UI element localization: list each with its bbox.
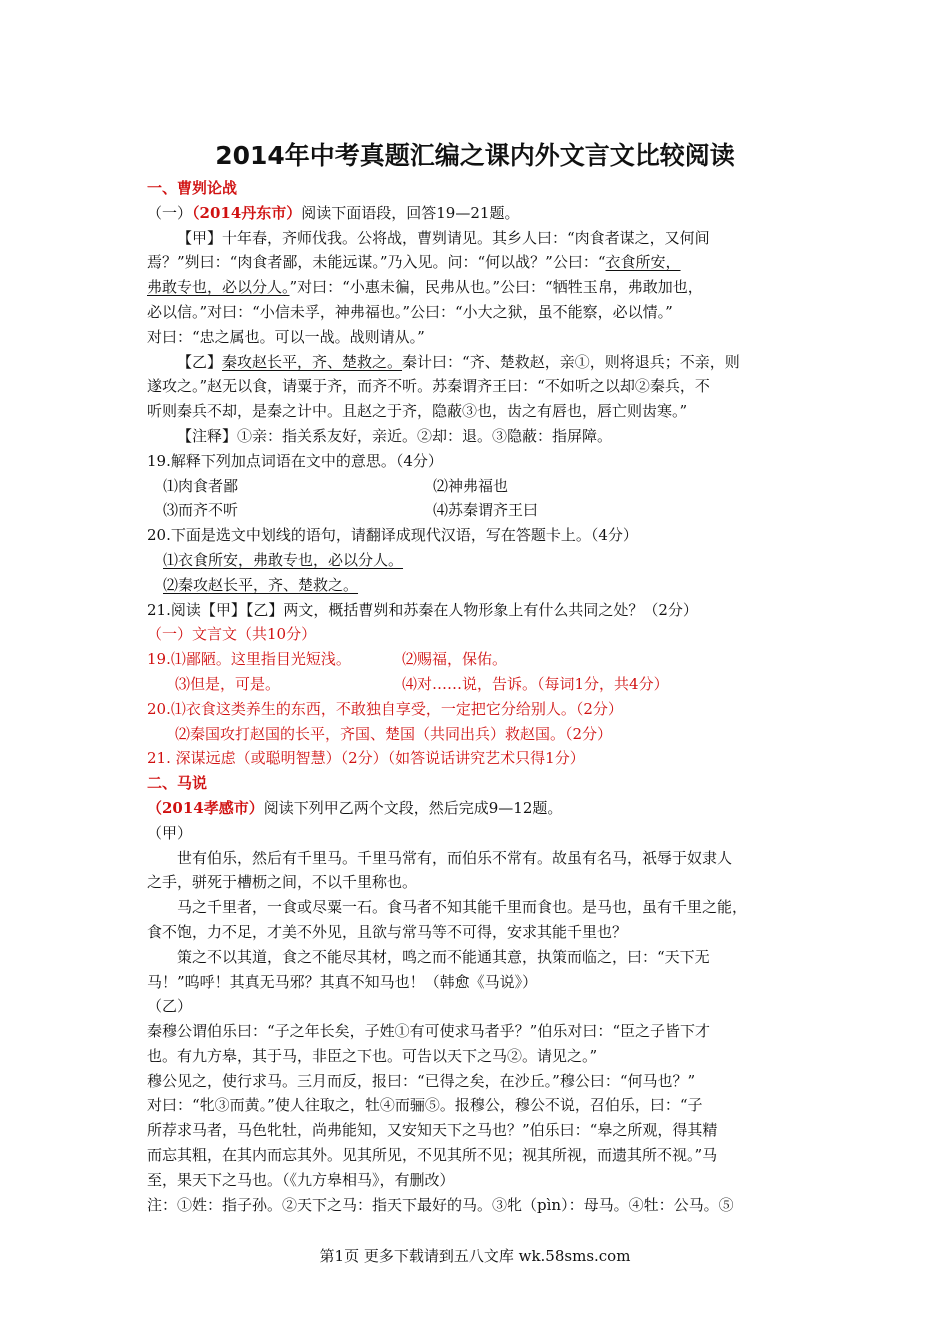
q20-item-2 — [147, 573, 815, 598]
jia-text-1: 十年春，齐师伐我。公将战，曹刿请见。其乡人曰：“肉食者谋之，又何间 — [222, 228, 710, 247]
jfg-line-7: 至，果天下之马也。（《九方皋相马》，有删改） — [147, 1170, 455, 1189]
jfg-line-3: 穆公见之，使行求马。三月而反，报曰：“已得之矣，在沙丘。”穆公曰：“何马也？” — [147, 1071, 696, 1090]
section2-yi-label: （乙） — [147, 997, 193, 1016]
q20-item-2-text: ⑵秦攻赵长平，齐、楚救之。 — [163, 575, 359, 594]
answer-20-1: 20.⑴衣食这类养生的东西，不敢独自享受，一定把它分给别人。（2分） — [147, 699, 623, 718]
page-title: 2014年中考真题汇编之课内外文言文比较阅读 — [215, 141, 735, 170]
yi-label: 【乙】 — [177, 352, 223, 371]
q19-item-4: ⑷苏秦谓齐王曰 — [433, 501, 539, 520]
intro-prefix: （一） — [147, 203, 193, 222]
q19-row-1 — [147, 474, 815, 499]
mashuo-line-1: 世有伯乐，然后有千里马。千里马常有，而伯乐不常有。故虽有名马，祇辱于奴隶人 — [177, 848, 733, 867]
jia-label: 【甲】 — [177, 228, 223, 247]
jia-line-2 — [147, 250, 815, 275]
answer-19-row-1 — [147, 647, 815, 672]
jfg-note: 注：①姓：指子孙。②天下之马：指天下最好的马。③牝（pìn）：母马。④牡：公马。⑤ — [147, 1195, 734, 1214]
section-heading-1: 一、曹刿论战 — [147, 179, 238, 197]
yi-underline: 秦攻赵长平，齐、楚救之。 — [222, 352, 403, 371]
jia-underline-2: 弗敢专也，必以分人。 — [147, 278, 290, 297]
jia-line-5: 对曰：“忠之属也。可以一战。战则请从。” — [147, 327, 425, 346]
jfg-line-5: 所荐求马者，马色牝牡，尚弗能知，又安知天下之马也？”伯乐曰：“皋之所观，得其精 — [147, 1121, 718, 1140]
q19-item-1: ⑴肉食者鄙 — [163, 476, 239, 495]
jfg-line-4: 对曰：“牝③而黄。”使人往取之，牡④而骊⑤。报穆公，穆公不说，召伯乐，曰：“子 — [147, 1096, 703, 1115]
section2-intro-text: 阅读下列甲乙两个文段，然后完成9—12题。 — [263, 798, 563, 817]
jia-line-1 — [147, 226, 815, 251]
mashuo-line-4: 食不饱，力不足，才美不外见，且欲与常马等不可得，安求其能千里也？ — [147, 922, 628, 941]
q19-item-3: ⑶而齐不听 — [163, 501, 239, 520]
answer-19-3: ⑶但是，可是。 — [175, 674, 281, 693]
mashuo-line-2: 之手，骈死于槽枥之间，不以千里称也。 — [147, 873, 418, 892]
section-heading-2: 二、马说 — [147, 774, 208, 793]
jia-line-4: 必以信。”对曰：“小信未孚，神弗福也。”公曰：“小大之狱，虽不能察，必以情。” — [147, 302, 673, 321]
q20-item-1-text: ⑴衣食所安，弗敢专也，必以分人。 — [163, 550, 404, 569]
mashuo-line-6: 马！”呜呼！其真无马邪？其真不知马也！（韩愈《马说》） — [147, 972, 538, 991]
section1-intro — [147, 201, 815, 226]
answer-19-1: 19.⑴鄙陋。这里指目光短浅。 — [147, 650, 351, 669]
question-21: 21.阅读【甲】【乙】两文，概括曹刿和苏秦在人物形象上有什么共同之处？（2分） — [147, 600, 698, 619]
answer-20-2: ⑵秦国攻打赵国的长平，齐国、楚国（共同出兵）救赵国。（2分） — [175, 724, 613, 743]
q19-item-2: ⑵神弗福也 — [433, 476, 509, 495]
note-line: 【注释】①亲：指关系友好，亲近。②却：退。③隐蔽：指屏障。 — [177, 426, 613, 445]
section2-intro — [147, 796, 815, 821]
answers-head: （一）文言文（共10分） — [147, 625, 317, 644]
answer-21: 21. 深谋远虑（或聪明智慧）（2分）（如答说话讲究艺术只得1分） — [147, 749, 585, 768]
yi-line-3: 听则秦兵不却，是秦之计中。且赵之于齐，隐蔽③也，齿之有唇也，唇亡则齿寒。” — [147, 402, 688, 421]
jfg-line-2: 也。有九方皋，其于马，非臣之下也。可告以天下之马②。请见之。” — [147, 1046, 598, 1065]
jia-line-3 — [147, 275, 815, 300]
answer-19-4: ⑷对……说，告诉。（每词1分，共4分） — [402, 674, 669, 693]
jia-text-2: 焉？”刿曰：“肉食者鄙，未能远谋。”乃入见。问：“何以战？”公曰：“ — [147, 253, 606, 272]
intro-text: 阅读下面语段，回答19—21题。 — [301, 203, 520, 222]
answer-19-row-2 — [147, 672, 815, 697]
document-body — [147, 176, 815, 1217]
jfg-line-6: 而忘其粗，在其内而忘其外。见其所见，不见其所不见；视其所视，而遗其所不视。”马 — [147, 1146, 718, 1165]
jfg-line-1: 秦穆公谓伯乐曰：“子之年长矣，子姓①有可使求马者乎？”伯乐对曰：“臣之子皆下才 — [147, 1022, 711, 1041]
jia-text-3: ”对曰：“小惠未徧，民弗从也。”公曰：“牺牲玉帛，弗敢加也， — [289, 278, 703, 297]
mashuo-line-5: 策之不以其道，食之不能尽其材，鸣之而不能通其意，执策而临之，曰：“天下无 — [177, 947, 710, 966]
yi-text-1: 秦计曰：“齐、楚救赵，亲①，则将退兵；不亲，则 — [402, 352, 740, 371]
answer-19-2: ⑵赐福，保佑。 — [402, 650, 508, 669]
yi-line-2: 遂攻之。”赵无以食，请粟于齐，而齐不听。苏秦谓齐王曰：“不如听之以却②秦兵，不 — [147, 377, 710, 396]
jia-underline-1: 衣食所安， — [605, 253, 681, 272]
yi-line-1 — [147, 350, 815, 375]
question-20: 20.下面是选文中划线的语句，请翻译成现代汉语，写在答题卡上。（4分） — [147, 526, 638, 545]
page-footer: 第1页 更多下载请到五八文库 wk.58sms.com — [319, 1247, 631, 1265]
section2-jia-label: （甲） — [147, 823, 193, 842]
mashuo-line-3: 马之千里者，一食或尽粟一石。食马者不知其能千里而食也。是马也，虽有千里之能， — [177, 898, 748, 917]
question-19: 19.解释下列加点词语在文中的意思。（4分） — [147, 451, 443, 470]
q20-item-1 — [147, 548, 815, 573]
q19-row-2 — [147, 498, 815, 523]
section2-source: （2014孝感市） — [147, 798, 264, 817]
intro-source: （2014丹东市） — [192, 203, 302, 222]
